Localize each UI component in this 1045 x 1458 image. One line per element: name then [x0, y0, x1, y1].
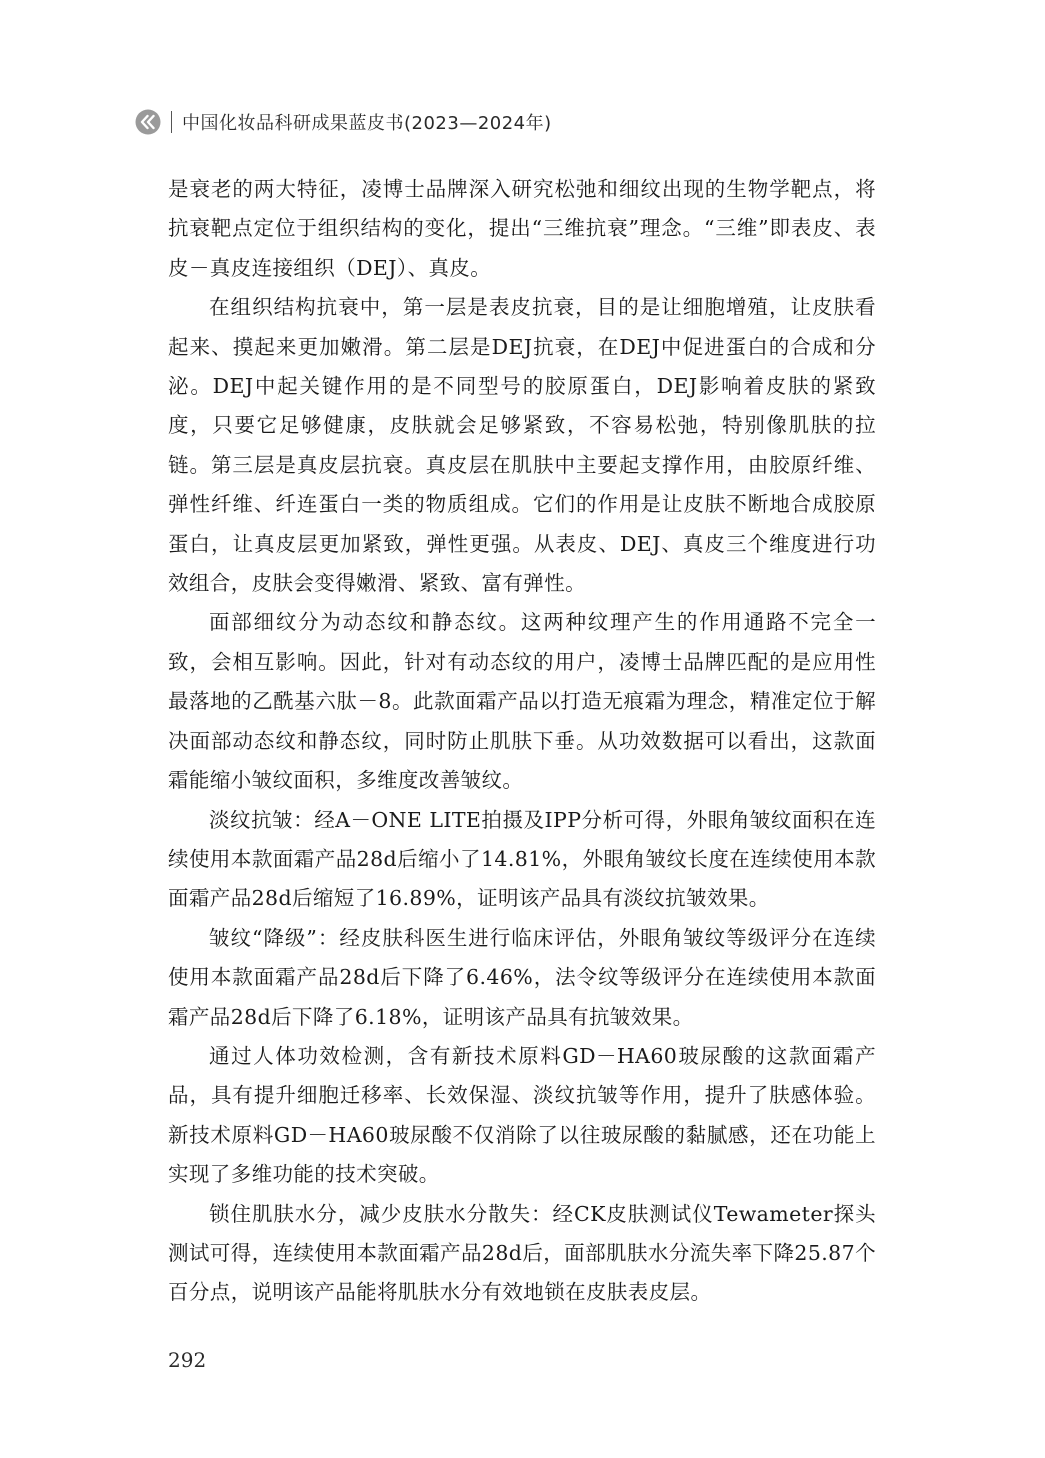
paragraph: 锁住肌肤水分，减少皮肤水分散失：经CK皮肤测试仪Tewameter探头测试可得，连续使用本款面霜产品28d后，面部肌肤水分流失率下降25.87个百分点，说明该产品能将肌肤水分有效地锁在皮肤表皮层。 [168, 1201, 876, 1305]
double-chevron-left-icon [135, 109, 161, 135]
paragraph: 面部细纹分为动态纹和静态纹。这两种纹理产生的作用通路不完全一致，会相互影响。因此，针对有动态纹的用户，凌博士品牌匹配的是应用性最落地的乙酰基六肽－8。此款面霜产品以打造无痕霜为理念，精准定位于解决面部动态纹和静态纹，同时防止肌肤下垂。从功效数据可以看出，这款面霜能缩小皱纹面积，多维度改善皱纹。 [168, 610, 876, 793]
paragraph: 通过人体功效检测，含有新技术原料GD－HA60玻尿酸的这款面霜产品，具有提升细胞迁移率、长效保湿、淡纹抗皱等作用，提升了肤感体验。新技术原料GD－HA60玻尿酸不仅消除了以往玻尿酸的黏腻感，还在功能上实现了多维功能的技术突破。 [168, 1043, 876, 1187]
page-number: 292 [168, 1348, 207, 1372]
paragraph: 是衰老的两大特征，凌博士品牌深入研究松弛和细纹出现的生物学靶点，将抗衰靶点定位于组织结构的变化，提出“三维抗衰”理念。“三维”即表皮、表皮－真皮连接组织（DEJ）、真皮。 [168, 177, 876, 280]
paragraph: 在组织结构抗衰中，第一层是表皮抗衰，目的是让细胞增殖，让皮肤看起来、摸起来更加嫩滑。第二层是DEJ抗衰，在DEJ中促进蛋白的合成和分泌。DEJ中起关键作用的是不同型号的胶原蛋白，DEJ影响着皮肤的紧致度，只要它足够健康，皮肤就会足够紧致，不容易松弛，特别像肌肤的拉链。第三层是真皮层抗衰。真皮层在肌肤中主要起支撑作用，由胶原纤维、弹性纤维、纤连蛋白一类的物质组成。它们的作用是让皮肤不断地合成胶原蛋白，让真皮层更加紧致，弹性更强。从表皮、DEJ、真皮三个维度进行功效组合，皮肤会变得嫩滑、紧致、富有弹性。 [168, 295, 876, 596]
paragraph: 淡纹抗皱：经A－ONE LITE拍摄及IPP分析可得，外眼角皱纹面积在连续使用本款面霜产品28d后缩小了14.81%，外眼角皱纹长度在连续使用本款面霜产品28d后缩短了16.89%，证明该产品具有淡纹抗皱效果。 [168, 807, 876, 911]
paragraph: 皱纹“降级”：经皮肤科医生进行临床评估，外眼角皱纹等级评分在连续使用本款面霜产品28d后下降了6.46%，法令纹等级评分在连续使用本款面霜产品28d后下降了6.18%，证明该产品具有抗皱效果。 [168, 925, 876, 1029]
body-text [168, 170, 876, 1313]
header-divider [171, 111, 172, 133]
book-title: 中国化妆品科研成果蓝皮书(2023—2024年) [182, 113, 552, 134]
running-header [135, 107, 552, 137]
